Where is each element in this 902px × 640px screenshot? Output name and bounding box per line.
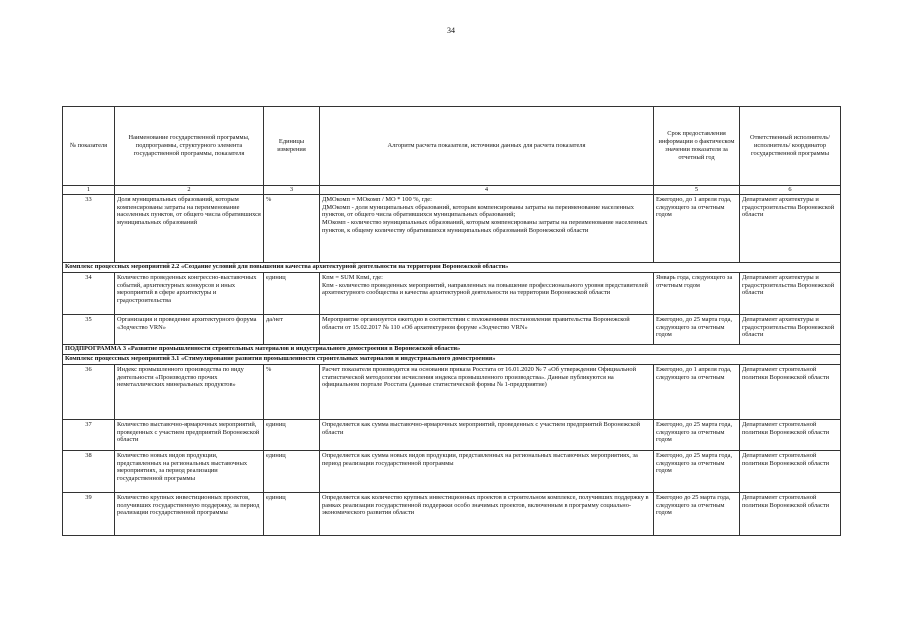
row-algorithm: Определяется как сумма выставочно-ярмарочных мероприятий, проведенных с участием предприятий Воронежской области — [320, 419, 654, 450]
table-row — [63, 272, 841, 314]
row-deadline: Ежегодно, до 1 апреля года, следующего за отчетным годом — [654, 194, 740, 262]
row-num: 36 — [63, 364, 115, 419]
column-number: 5 — [654, 186, 740, 195]
row-deadline: Ежегодно, до 1 апреля года, следующего за отчетным — [654, 364, 740, 419]
section-row — [63, 354, 841, 364]
header-deadline: Срок предоставления информации о фактическом значении показателя за отчетный год — [654, 107, 740, 186]
header-name: Наименование государственной программы, подпрограммы, структурного элемента государственной программы, показателя — [115, 107, 264, 186]
row-unit: единиц — [264, 450, 320, 492]
row-responsible: Департамент строительной политики Воронежской области — [740, 450, 841, 492]
row-unit: единиц — [264, 419, 320, 450]
row-name: Количество крупных инвестиционных проектов, получивших государственную поддержку, за период реализации государственной программы — [115, 492, 264, 535]
row-num: 35 — [63, 314, 115, 344]
column-number: 1 — [63, 186, 115, 195]
row-num: 38 — [63, 450, 115, 492]
row-responsible: Департамент строительной политики Воронежской области — [740, 419, 841, 450]
column-number-row — [63, 186, 841, 195]
row-name: Индекс промышленного производства по виду деятельности «Производство прочих неметаллических минеральных продуктов» — [115, 364, 264, 419]
page-number: 34 — [447, 26, 455, 35]
row-deadline: Ежегодно, до 25 марта года, следующего за отчетным годом — [654, 314, 740, 344]
row-responsible: Департамент архитектуры и градостроительства Воронежской области — [740, 194, 841, 262]
column-number: 6 — [740, 186, 841, 195]
row-name: Организация и проведение архитектурного форума «Зодчество VRN» — [115, 314, 264, 344]
row-responsible: Департамент архитектуры и градостроительства Воронежской области — [740, 314, 841, 344]
row-unit: % — [264, 194, 320, 262]
table-header-row — [63, 107, 841, 186]
table-row — [63, 492, 841, 535]
header-algorithm: Алгоритм расчета показателя, источники данных для расчета показателя — [320, 107, 654, 186]
column-number: 2 — [115, 186, 264, 195]
column-number: 4 — [320, 186, 654, 195]
row-algorithm: ДМОкомп = МОкомп / МО * 100 %, где: ДМОкомп - доля муниципальных образований, которым компенсированы затраты на переименование населенных пунктов, от общего числа обратившихся муниципальных образований; МОкомп - количество муниципальных образований, которым компенсированы затраты на переименование населенных пунктов, к общему количеству обратившихся муниципальных образований Воронежской области — [320, 194, 654, 262]
section-title: Комплекс процессных мероприятий 3.1 «Стимулирование развития промышленности строительных материалов и индустриального домостроения» — [63, 354, 841, 364]
row-responsible: Департамент строительной политики Воронежской области — [740, 364, 841, 419]
table-row — [63, 194, 841, 262]
row-unit: да/нет — [264, 314, 320, 344]
row-responsible: Департамент строительной политики Воронежской области — [740, 492, 841, 535]
section-title: Комплекс процессных мероприятий 2.2 «Создание условий для повышения качества архитектурной деятельности на территории Воронежской области» — [63, 262, 841, 272]
row-name: Количество выставочно-ярмарочных мероприятий, проведенных с участием предприятий Воронежской области — [115, 419, 264, 450]
row-num: 39 — [63, 492, 115, 535]
row-name: Доля муниципальных образований, которым компенсированы затраты на переименование населенных пунктов, от общего числа обратившихся муниципальных образований — [115, 194, 264, 262]
row-deadline: Ежегодно до 25 марта года, следующего за отчетным годом — [654, 492, 740, 535]
header-num: № показателя — [63, 107, 115, 186]
row-algorithm: Определяется как количество крупных инвестиционных проектов в строительном комплексе, получивших поддержку в рамках реализации государственной поддержки особо значимых проектов, включенным в программу социально-экономического развития области — [320, 492, 654, 535]
table-row — [63, 450, 841, 492]
header-responsible: Ответственный исполнитель/исполнитель/ координатор государственной программы — [740, 107, 841, 186]
row-name: Количество проведенных конгрессно-выставочных событий, архитектурных конкурсов и иных мероприятий в сфере архитектуры и градостроительства — [115, 272, 264, 314]
row-unit: % — [264, 364, 320, 419]
table-row — [63, 419, 841, 450]
column-number: 3 — [264, 186, 320, 195]
row-deadline: Январь года, следующего за отчетным годом — [654, 272, 740, 314]
row-name: Количество новых видов продукции, представленных на региональных выставочных мероприятиях, за период реализации государственной программы — [115, 450, 264, 492]
row-responsible: Департамент архитектуры и градостроительства Воронежской области — [740, 272, 841, 314]
section-row — [63, 262, 841, 272]
row-unit: единиц — [264, 492, 320, 535]
row-algorithm: Мероприятие организуется ежегодно в соответствии с положениями постановления правительства Воронежской области от 15.02.2017 № 110 «Об архитектурном форуме «Зодчество VRN» — [320, 314, 654, 344]
table-row — [63, 364, 841, 419]
row-unit: единиц — [264, 272, 320, 314]
row-deadline: Ежегодно, до 25 марта года, следующего за отчетным годом — [654, 419, 740, 450]
row-num: 37 — [63, 419, 115, 450]
section-row — [63, 344, 841, 354]
row-algorithm: Расчет показателя производится на основании приказа Росстата от 16.01.2020 № 7 «Об утверждении Официальной статистической методологии исчисления индекса промышленного производства». Данные публикуются на официальном портале Росстата (данные статистической формы № 1-предприятие) — [320, 364, 654, 419]
table-row — [63, 314, 841, 344]
row-algorithm: Определяется как сумма новых видов продукции, представленных на региональных выставочных мероприятиях, за период реализации государственной программы — [320, 450, 654, 492]
header-unit: Единицы измерения — [264, 107, 320, 186]
indicators-table — [62, 106, 841, 536]
row-num: 34 — [63, 272, 115, 314]
section-title: ПОДПРОГРАММА 3 «Развитие промышленности строительных материалов и индустриального домостроения в Воронежской области» — [63, 344, 841, 354]
row-deadline: Ежегодно, до 25 марта года, следующего за отчетным годом — [654, 450, 740, 492]
row-num: 33 — [63, 194, 115, 262]
row-algorithm: Кпм = SUM Кпмi, где: Кпм - количество проведенных мероприятий, направленных на повышение профессионального уровня представителей архитектурного сообщества и качества архитектурной деятельности на территории Воронежской области — [320, 272, 654, 314]
